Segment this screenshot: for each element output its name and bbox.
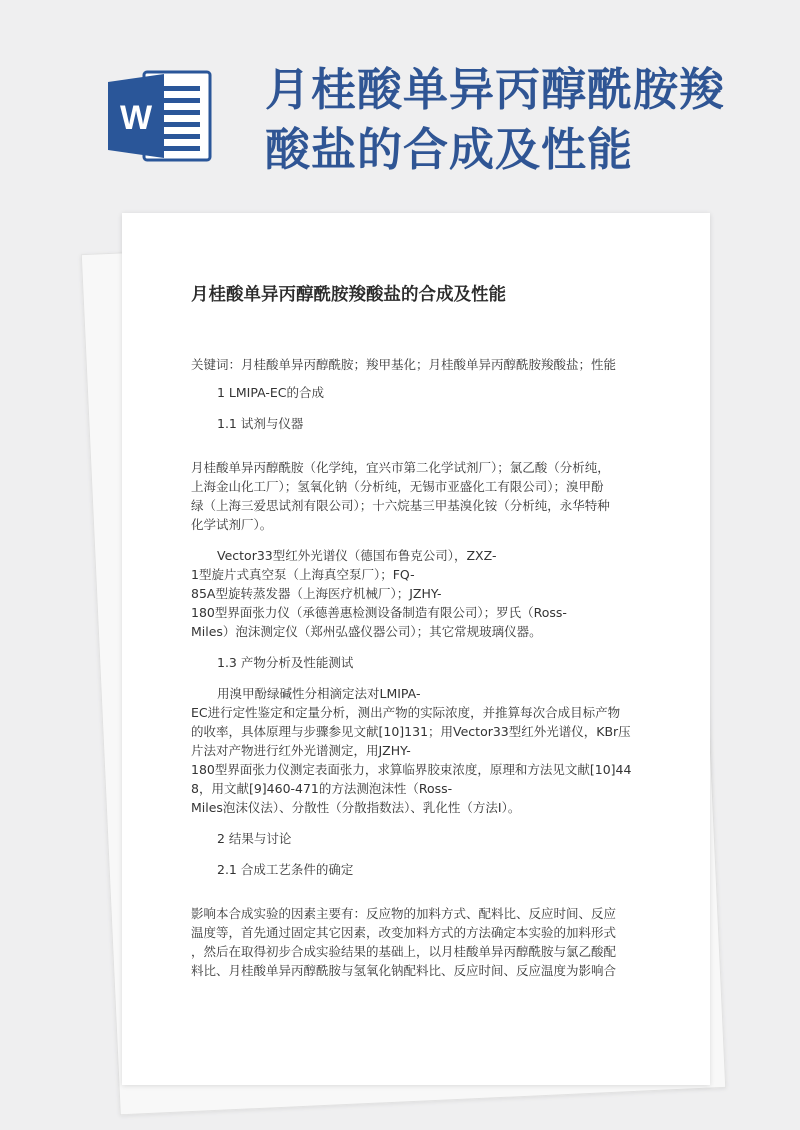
text-line: 180型界面张力仪测定表面张力，求算临界胶束浓度，原理和方法见文献[10]44 xyxy=(191,762,632,777)
document-content xyxy=(191,283,631,992)
text-line: 绿（上海三爱思试剂有限公司）；十六烷基三甲基溴化铵（分析纯，永华特种 xyxy=(191,498,610,513)
text-line: 85A型旋转蒸发器（上海医疗机械厂）；JZHY- xyxy=(191,586,442,601)
text-line: Miles）泡沫测定仪（郑州弘盛仪器公司）；其它常规玻璃仪器。 xyxy=(191,624,542,639)
text-line: 月桂酸单异丙醇酰胺（化学纯，宜兴市第二化学试剂厂）；氯乙酸（分析纯， xyxy=(191,460,610,475)
keywords-line: 关键词：月桂酸单异丙醇酰胺；羧甲基化；月桂酸单异丙醇酰胺羧酸盐；性能 xyxy=(191,357,617,372)
section-heading-2: 2 结果与讨论 xyxy=(217,831,292,846)
text-line: Vector33型红外光谱仪（德国布鲁克公司），ZXZ- xyxy=(217,548,497,563)
text-line: 化学试剂厂）。 xyxy=(191,517,273,532)
icon-letter: W xyxy=(119,99,153,137)
banner-title-line-1: 月桂酸单异丙醇酰胺羧 xyxy=(265,63,726,116)
text-line: 180型界面张力仪（承德善惠检测设备制造有限公司）；罗氏（Ross- xyxy=(191,605,567,620)
text-line: 8，用文献[9]460-471的方法测泡沫性（Ross- xyxy=(191,781,453,796)
document-title: 月桂酸单异丙醇酰胺羧酸盐的合成及性能 xyxy=(191,285,506,305)
text-line: 影响本合成实验的因素主要有：反应物的加料方式、配料比、反应时间、反应 xyxy=(191,906,617,921)
factors-paragraph xyxy=(191,904,631,980)
section-heading-1-1: 1.1 试剂与仪器 xyxy=(217,416,304,431)
banner-title-line-2: 酸盐的合成及性能 xyxy=(265,123,634,176)
section-heading-2-1: 2.1 合成工艺条件的确定 xyxy=(217,862,354,877)
text-line: 的收率，具体原理与步骤参见文献[10]131；用Vector33型红外光谱仪，KBr压 xyxy=(191,724,631,739)
banner-title xyxy=(265,60,765,180)
text-line: 料比、月桂酸单异丙醇酰胺与氢氧化钠配料比、反应时间、反应温度为影响合 xyxy=(191,963,617,978)
text-line: ，然后在取得初步合成实验结果的基础上，以月桂酸单异丙醇酰胺与氯乙酸配 xyxy=(191,944,617,959)
instruments-paragraph xyxy=(191,546,631,641)
text-line: 1型旋片式真空泵（上海真空泵厂）；FQ- xyxy=(191,567,415,582)
text-line: Miles泡沫仪法）、分散性（分散指数法）、乳化性（方法Ⅰ）。 xyxy=(191,800,521,815)
document-page xyxy=(122,213,710,1085)
reagents-paragraph xyxy=(191,458,631,534)
text-line: 温度等，首先通过固定其它因素，改变加料方式的方法确定本实验的加料形式 xyxy=(191,925,617,940)
text-line: 片法对产物进行红外光谱测定，用JZHY- xyxy=(191,743,411,758)
text-line: 上海金山化工厂）；氢氧化钠（分析纯，无锡市亚盛化工有限公司）；溴甲酚 xyxy=(191,479,604,494)
text-line: 用溴甲酚绿碱性分相滴定法对LMIPA- xyxy=(217,686,421,701)
text-line: EC进行定性鉴定和定量分析，测出产物的实际浓度，并推算每次合成目标产物 xyxy=(191,705,621,720)
section-heading-1: 1 LMIPA-EC的合成 xyxy=(217,385,325,400)
section-heading-1-3: 1.3 产物分析及性能测试 xyxy=(217,655,354,670)
analysis-paragraph xyxy=(191,684,631,817)
word-document-icon xyxy=(108,70,218,162)
banner xyxy=(0,0,800,200)
